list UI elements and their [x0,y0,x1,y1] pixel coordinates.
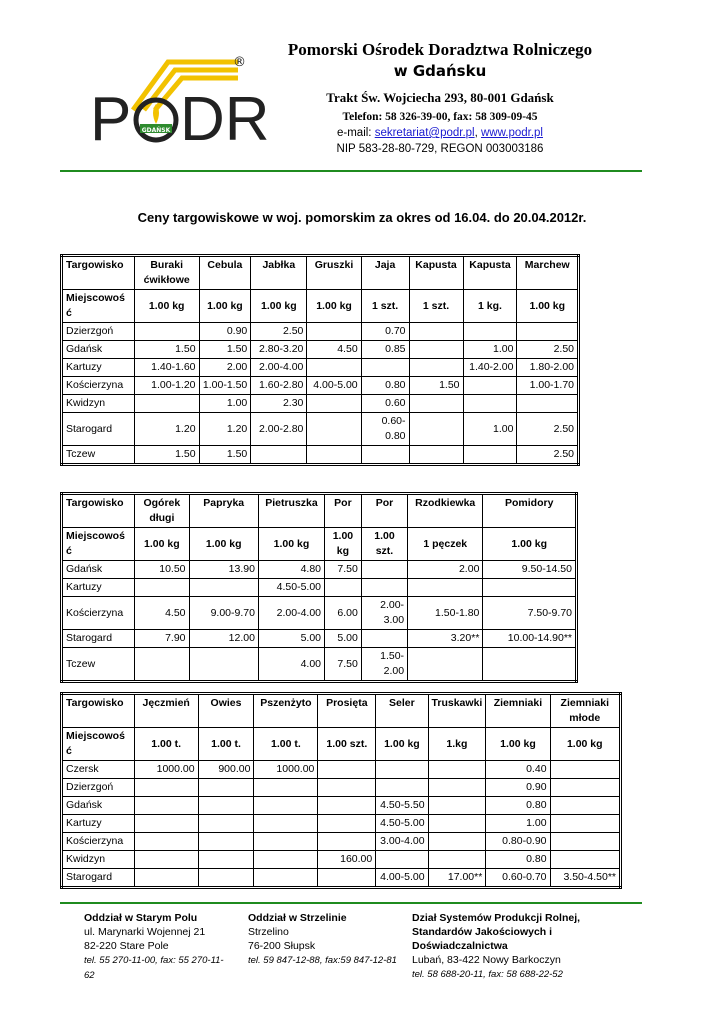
table-cell [409,446,463,465]
table-cell: 1.00 kg [307,290,361,323]
market-cell: Miejscowoś ć [62,528,135,561]
market-cell: Miejscowoś ć [62,290,135,323]
table-cell: 2.00-2.80 [251,413,307,446]
table-row [62,446,579,465]
table-row [62,597,577,630]
table-cell [134,851,198,869]
table-cell: 2.00-3.00 [361,597,407,630]
table-cell [198,851,254,869]
table-cell: Por [361,494,407,528]
table-cell [318,779,376,797]
table-cell: Cebula [199,256,251,290]
unit-row [62,528,577,561]
table-cell: 1.kg [428,728,486,761]
table-cell: 1.00 kg [135,528,189,561]
table-cell: 2.80-3.20 [251,341,307,359]
table-cell [135,579,189,597]
table-cell: 1.00-1.50 [199,377,251,395]
table-cell [550,779,620,797]
table-cell [198,833,254,851]
table-cell [198,815,254,833]
table-cell: 1 szt. [409,290,463,323]
table-cell: 1.00 kg [258,528,324,561]
table-cell: 0.80 [486,851,550,869]
table-cell: 1.00 kg [189,528,258,561]
table-cell [318,797,376,815]
table-cell: 10.00-14.90** [483,630,577,648]
table-cell [428,797,486,815]
table-cell: 1 kg. [463,290,517,323]
table-cell: 1.50 [409,377,463,395]
org-city: w Gdańsku [393,62,487,80]
website-link[interactable]: www.podr.pl [480,127,543,139]
table-cell: 1.00 t. [254,728,318,761]
table-cell [254,851,318,869]
header-row [62,694,621,728]
table-cell: 7.90 [135,630,189,648]
table-cell: 1.50 [199,341,251,359]
table-cell: Papryka [189,494,258,528]
table-cell [135,648,189,682]
table-row [62,851,621,869]
table-cell: Gruszki [307,256,361,290]
table-cell [318,869,376,888]
table-cell: 1.00 kg [517,290,579,323]
table-cell: 0.60-0.80 [361,413,409,446]
table-cell: 0.85 [361,341,409,359]
table-row [62,395,579,413]
table-cell: 1.00 [463,341,517,359]
svg-text:DR: DR [180,85,270,154]
price-table-3 [60,692,622,889]
table-row [62,797,621,815]
table-cell: 4.50-5.00 [258,579,324,597]
table-cell: 1000.00 [254,761,318,779]
table-cell [307,323,361,341]
svg-text:P: P [90,85,132,154]
table-row [62,341,579,359]
table-cell: 1.60-2.80 [251,377,307,395]
table-cell: Pszenżyto [254,694,318,728]
table-cell: 1.50 [199,446,251,465]
table-cell: 2.50 [517,413,579,446]
table-cell [189,648,258,682]
table-cell [376,761,428,779]
table-row [62,761,621,779]
table-cell: 7.50 [325,648,362,682]
table-cell [361,359,409,377]
table-cell: Prosięta [318,694,376,728]
market-cell: Starogard [62,413,135,446]
table-cell [134,797,198,815]
table-cell: 1.00 szt. [361,528,407,561]
table-cell [376,851,428,869]
table-cell [483,648,577,682]
price-table-1 [60,254,580,466]
market-cell: Dzierzgoń [62,323,135,341]
table-cell: Ziemniaki [486,694,550,728]
table-cell [428,833,486,851]
table-cell: Jaja [361,256,409,290]
table-cell [361,579,407,597]
table-cell: 1.00 t. [134,728,198,761]
table-row [62,648,577,682]
table-cell [254,797,318,815]
table-cell: 1.00 [486,815,550,833]
table-cell: Rzodkiewka [408,494,483,528]
table-cell [463,323,517,341]
org-name: Pomorski Ośrodek Doradztwa Rolniczego [287,40,593,59]
market-cell: Targowisko [62,256,135,290]
table-cell [307,395,361,413]
contact-line: e-mail: sekretariat@podr.pl, www.podr.pl [337,127,543,139]
table-cell: 17.00** [428,869,486,888]
table-cell [409,341,463,359]
table-cell: 2.00 [199,359,251,377]
table-cell [428,779,486,797]
table-cell [361,630,407,648]
table-cell: 3.20** [408,630,483,648]
table-row [62,579,577,597]
table-cell [408,648,483,682]
table-cell: 900.00 [198,761,254,779]
table-cell [134,815,198,833]
table-cell: 1000.00 [134,761,198,779]
table-cell: Marchew [517,256,579,290]
table-cell: Pomidory [483,494,577,528]
table-cell [134,833,198,851]
address: Trakt Św. Wojciecha 293, 80-001 Gdańsk [326,90,554,105]
table-cell: 5.00 [325,630,362,648]
table-cell: 1.00-1.20 [134,377,199,395]
table-cell [550,815,620,833]
table-cell: Kapusta [463,256,517,290]
market-cell: Targowisko [62,494,135,528]
market-cell: Kartuzy [62,579,135,597]
table-row [62,815,621,833]
table-cell [189,579,258,597]
phone-fax: Telefon: 58 326-39-00, fax: 58 309-09-45 [342,111,538,123]
header [270,40,610,155]
footer-branch-strzelino: Oddział w Strzelinie Strzelino 76-200 Słupsk tel. 59 847-12-88, fax:59 847-12-81 [248,912,397,966]
table-cell: 4.00-5.00 [376,869,428,888]
table-cell [134,323,199,341]
table-cell: 1 pęczek [408,528,483,561]
table-row [62,377,579,395]
table-cell: Kapusta [409,256,463,290]
table-cell: 13.90 [189,561,258,579]
table-cell: 3.00-4.00 [376,833,428,851]
table-cell: 1.40-1.60 [134,359,199,377]
table-cell [318,761,376,779]
table-cell [428,815,486,833]
table-cell: 1.00 kg [199,290,251,323]
table-cell: 1.00 kg [483,528,577,561]
header-row [62,256,579,290]
table-row [62,323,579,341]
table-cell: 1.00 t. [198,728,254,761]
table-cell: 1 szt. [361,290,409,323]
table-cell [463,446,517,465]
table-cell [376,779,428,797]
table-cell [409,359,463,377]
market-cell: Kwidzyn [62,851,135,869]
table-cell: 160.00 [318,851,376,869]
footer-department: Dział Systemów Produkcji Rolnej, Standardów Jakościowych i Doświadczalnictwa Lubań, 83-422 Nowy Barkoczyn tel. 58 688-20-11, fax: 58 688-22-52 [412,912,581,980]
table-cell: Buraki ćwikłowe [134,256,199,290]
podr-logo [88,48,270,158]
table-cell: Truskawki [428,694,486,728]
table-row [62,630,577,648]
table-cell: 1.00 kg [550,728,620,761]
table-cell [550,797,620,815]
table-cell: 2.50 [251,323,307,341]
table-row [62,413,579,446]
table-cell [198,797,254,815]
market-cell: Kwidzyn [62,395,135,413]
header-row [62,494,577,528]
footer-divider [60,902,642,904]
unit-row [62,290,579,323]
table-cell: 6.00 [325,597,362,630]
table-cell [134,869,198,888]
table-cell: 0.90 [486,779,550,797]
market-cell: Kartuzy [62,815,135,833]
table-cell: Owies [198,694,254,728]
table-cell [198,869,254,888]
table-cell: 4.00-5.00 [307,377,361,395]
table-cell: Pietruszka [258,494,324,528]
market-cell: Starogard [62,630,135,648]
table-cell: 2.00 [408,561,483,579]
table-cell [483,579,577,597]
market-cell: Kościerzyna [62,377,135,395]
market-cell: Kartuzy [62,359,135,377]
table-cell: 0.80 [486,797,550,815]
table-cell: Jabłka [251,256,307,290]
table-cell: Por [325,494,362,528]
table-cell: 1.00 kg [251,290,307,323]
table-cell: 2.00-4.00 [251,359,307,377]
table-cell: 0.40 [486,761,550,779]
table-row [62,779,621,797]
table-cell: 4.50 [307,341,361,359]
table-cell: 1.80-2.00 [517,359,579,377]
table-cell: 4.50-5.00 [376,815,428,833]
footer-branch-stare-pole: Oddział w Starym Polu ul. Marynarki Wojennej 21 82-220 Stare Pole tel. 55 270-11-00, fax: 55 270-11-62 [84,912,224,981]
table-cell [307,359,361,377]
table-row [62,869,621,888]
table-cell [361,446,409,465]
email-link[interactable]: sekretariat@podr.pl [374,127,475,139]
table-cell [134,779,198,797]
table-cell: 9.00-9.70 [189,597,258,630]
table-cell: 1.50-2.00 [361,648,407,682]
table-cell: 9.50-14.50 [483,561,577,579]
table-cell [134,395,199,413]
table-cell: Seler [376,694,428,728]
table-cell: 0.90 [199,323,251,341]
table-cell [428,761,486,779]
table-cell: 7.50 [325,561,362,579]
price-table-2 [60,492,578,683]
table-cell: 10.50 [135,561,189,579]
table-row [62,561,577,579]
table-cell [307,413,361,446]
table-cell: 1.20 [199,413,251,446]
table-cell: 1.00 kg [486,728,550,761]
market-cell: Kościerzyna [62,833,135,851]
nip-regon: NIP 583-28-80-729, REGON 003003186 [336,143,544,155]
market-cell: Starogard [62,869,135,888]
table-cell: 4.80 [258,561,324,579]
table-cell [361,561,407,579]
svg-text:GDAŃSK: GDAŃSK [141,127,171,134]
market-cell: Targowisko [62,694,135,728]
table-cell [408,579,483,597]
table-cell [325,579,362,597]
table-cell [463,377,517,395]
table-row [62,833,621,851]
svg-text:®: ® [233,55,246,70]
table-cell [254,815,318,833]
table-cell: 7.50-9.70 [483,597,577,630]
table-cell: 2.00-4.00 [258,597,324,630]
table-cell: 1.00-1.70 [517,377,579,395]
table-cell: 2.50 [517,341,579,359]
table-cell [318,815,376,833]
table-cell [254,833,318,851]
table-cell: 1.00 [199,395,251,413]
unit-row [62,728,621,761]
table-cell: 5.00 [258,630,324,648]
market-cell: Kościerzyna [62,597,135,630]
table-cell: 0.60-0.70 [486,869,550,888]
table-cell: 0.70 [361,323,409,341]
table-cell: 1.40-2.00 [463,359,517,377]
table-cell: 0.80-0.90 [486,833,550,851]
table-cell [550,851,620,869]
table-cell: 1.00 [463,413,517,446]
table-cell: Ziemniaki młode [550,694,620,728]
table-cell: 1.00 kg [376,728,428,761]
table-cell [517,395,579,413]
table-row [62,359,579,377]
table-cell [550,833,620,851]
table-cell: 1.50-1.80 [408,597,483,630]
header-divider [60,170,642,172]
table-cell: 1.50 [134,446,199,465]
market-cell: Czersk [62,761,135,779]
table-cell: Jęczmień [134,694,198,728]
table-cell: 1.00 szt. [318,728,376,761]
table-cell: 1.20 [134,413,199,446]
table-cell: Ogórek długi [135,494,189,528]
table-cell: 4.50 [135,597,189,630]
table-cell: 4.00 [258,648,324,682]
table-cell [463,395,517,413]
table-cell: 3.50-4.50** [550,869,620,888]
table-cell: 0.80 [361,377,409,395]
table-cell [409,395,463,413]
table-cell: 1.00 kg [134,290,199,323]
market-cell: Gdańsk [62,561,135,579]
table-cell: 1.50 [134,341,199,359]
table-cell: 2.50 [517,446,579,465]
table-cell [318,833,376,851]
market-cell: Gdańsk [62,341,135,359]
table-cell [428,851,486,869]
document-title: Ceny targowiskowe w woj. pomorskim za okres od 16.04. do 20.04.2012r. [137,210,587,225]
table-cell [307,446,361,465]
table-cell: 1.00 kg [325,528,362,561]
market-cell: Tczew [62,446,135,465]
table-cell [517,323,579,341]
table-cell: 4.50-5.50 [376,797,428,815]
table-cell [198,779,254,797]
market-cell: Miejscowoś ć [62,728,135,761]
table-cell: 0.60 [361,395,409,413]
table-cell: 12.00 [189,630,258,648]
table-cell [254,779,318,797]
market-cell: Tczew [62,648,135,682]
market-cell: Dzierzgoń [62,779,135,797]
table-cell [550,761,620,779]
table-cell [251,446,307,465]
table-cell [409,323,463,341]
table-cell: 2.30 [251,395,307,413]
market-cell: Gdańsk [62,797,135,815]
table-cell [254,869,318,888]
table-cell [409,413,463,446]
